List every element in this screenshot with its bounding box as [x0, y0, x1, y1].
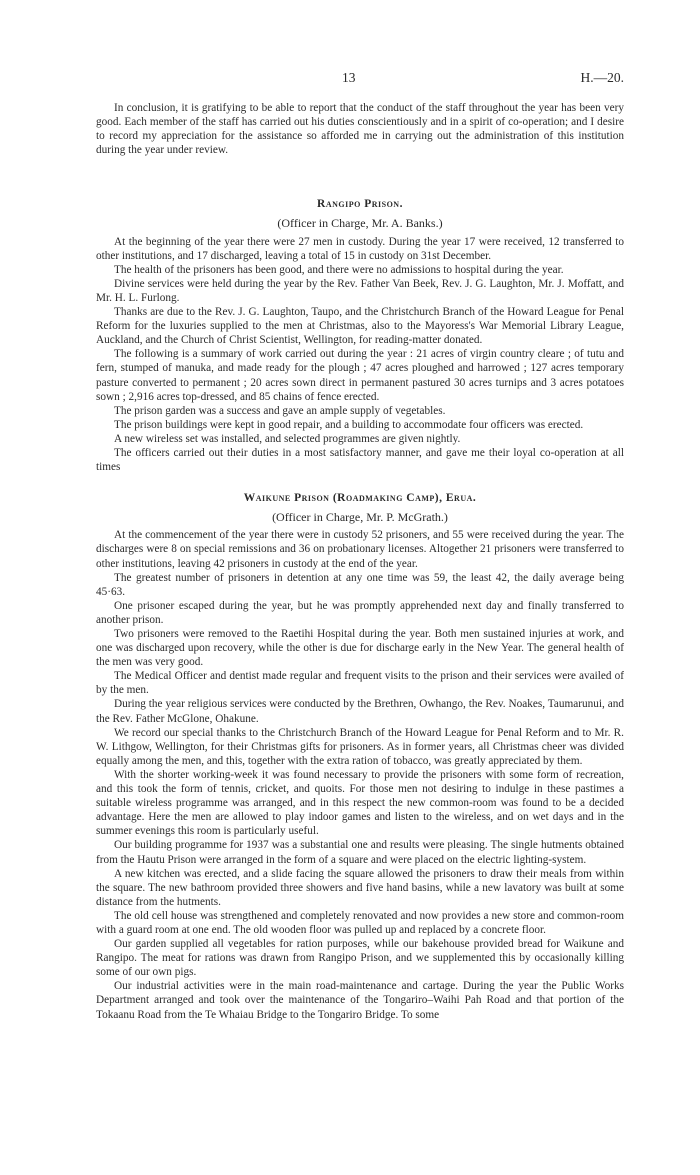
- rangipo-section: [96, 197, 624, 474]
- paragraph: Two prisoners were removed to the Raetihi Hospital during the year. Both men sustained injuries at work, and one was discharged upon recovery, while the other is due for discharge early in the New Year. The general health of the men was very good.: [96, 628, 624, 669]
- paragraph: Our garden supplied all vegetables for ration purposes, while our bakehouse provided bread for Waikune and Rangipo. The meat for rations was drawn from Rangipo Prison, and we supplemented this by occasionally killing some of our own pigs.: [96, 938, 624, 979]
- paragraph: Our industrial activities were in the main road-maintenance and cartage. During the year the Public Works Department arranged and took over the maintenance of the Tongariro–Waihi Pah Road and that portion of the Tokaanu Road from the Te Whaiau Bridge to the Tongariro Bridge. To some: [96, 980, 624, 1021]
- waikune-heading: Waikune Prison (Roadmaking Camp), Erua.: [243, 492, 477, 505]
- section-spacer: [96, 474, 624, 491]
- paragraph: A new wireless set was installed, and selected programmes are given nightly.: [114, 432, 461, 445]
- page-number: 13: [342, 70, 356, 85]
- waikune-officer: (Officer in Charge, Mr. P. McGrath.): [272, 510, 448, 525]
- paragraph: Divine services were held during the year by the Rev. Father Van Beek, Rev. J. G. Laughton, Mr. J. Moffatt, and Mr. H. L. Furlong.: [96, 277, 624, 304]
- paragraph: The officers carried out their duties in a most satisfactory manner, and gave me their loyal co-operation at all times: [96, 446, 624, 474]
- paragraph: The Medical Officer and dentist made regular and frequent visits to the prison and their services were availed of by the men.: [96, 670, 624, 697]
- paragraph: A new kitchen was erected, and a slide facing the square allowed the prisoners to draw their meals from within the square. The new bathroom provided three showers and five hand basins, while a new lavatory was built at some distance from the hutments.: [96, 867, 624, 908]
- paragraph: One prisoner escaped during the year, but he was promptly apprehended next day and finally transferred to another prison.: [96, 599, 624, 626]
- rangipo-heading: Rangipo Prison.: [317, 198, 403, 211]
- document-reference: H.—20.: [580, 70, 624, 85]
- paragraph: Our building programme for 1937 was a substantial one and results were pleasing. The single hutments obtained from the Hautu Prison were arranged in the form of a square and were placed on the electric lighting-system.: [96, 839, 624, 866]
- section-spacer: [96, 157, 624, 197]
- paragraph: The old cell house was strengthened and completely renovated and now provides a new store and common-room with a guard room at one end. The old wooden floor was pulled up and replaced by a concrete floor.: [96, 909, 624, 936]
- paragraph: At the beginning of the year there were 27 men in custody. During the year 17 were received, 12 transferred to other institutions, and 17 discharged, leaving a total of 15 in custody on 31st December.: [96, 235, 624, 262]
- paragraph: At the commencement of the year there were in custody 52 prisoners, and 55 were received during the year. The discharges were 8 on special remissions and 36 on probationary licenses. Altogether 21 prisoners were transferred to other institutions, leaving 42 prisoners in custody at the end of the year.: [96, 529, 624, 570]
- paragraph: During the year religious services were conducted by the Brethren, Owhango, the Rev. Noakes, Taumarunui, and the Rev. Father McGlone, Ohakune.: [96, 698, 624, 725]
- paragraph: The prison buildings were kept in good repair, and a building to accommodate four officers was erected.: [114, 418, 584, 431]
- paragraph: The prison garden was a success and gave an ample supply of vegetables.: [114, 404, 446, 417]
- waikune-section: [96, 491, 624, 1021]
- paragraph: With the shorter working-week it was found necessary to provide the prisoners with some form of recreation, and this took the form of tennis, cricket, and quoits. For those men not desiring to indulge in these pastimes a suitable wireless programme was arranged, and in this respect the new common-room was found to be a decided advantage. Here the men are allowed to play indoor games and listen to the wireless, and on wet days and in the summer evenings this room is particularly useful.: [96, 768, 624, 838]
- document-body: [96, 101, 624, 1022]
- rangipo-officer: (Officer in Charge, Mr. A. Banks.): [277, 216, 443, 231]
- paragraph: We record our special thanks to the Christchurch Branch of the Howard League for Penal Reform and to Mr. R. W. Lithgow, Wellington, for their Christmas gifts for prisoners. As in former years, all Christmas cheer was divided equally among the men, and this, together with the extra ration of tobacco, was greatly appreciated by them.: [96, 726, 624, 767]
- page-header: [96, 70, 624, 90]
- paragraph: Thanks are due to the Rev. J. G. Laughton, Taupo, and the Christchurch Branch of the Howard League for Penal Reform for the luxuries supplied to the men at Christmas, also to the Mayoress's War Memorial Library League, Auckland, and the Church of Christ Scientist, Wellington, for reading-matter donated.: [96, 306, 624, 347]
- intro-paragraph: In conclusion, it is gratifying to be able to report that the conduct of the staff throughout the year has been very good. Each member of the staff has carried out his duties conscientiously and in a spirit of co-operation; and I desire to record my appreciation for the assistance so afforded me in carrying out the administration of this institution during the year under review.: [96, 102, 624, 157]
- paragraph: The greatest number of prisoners in detention at any one time was 59, the least 42, the daily average being 45·63.: [96, 571, 624, 598]
- paragraph: The health of the prisoners has been good, and there were no admissions to hospital during the year.: [114, 263, 564, 276]
- paragraph: The following is a summary of work carried out during the year : 21 acres of virgin country cleare ; of tutu and fern, stumped of manuka, and made ready for the plough ; 47 acres ploughed and harrowed ; 127 acres temporary pasture converted to permanent ; 20 acres sown direct in permanent pastured 30 acres turnips and 3 acres potatoes sown ; 2,916 acres top-dressed, and 85 chains of fence erected.: [96, 348, 624, 403]
